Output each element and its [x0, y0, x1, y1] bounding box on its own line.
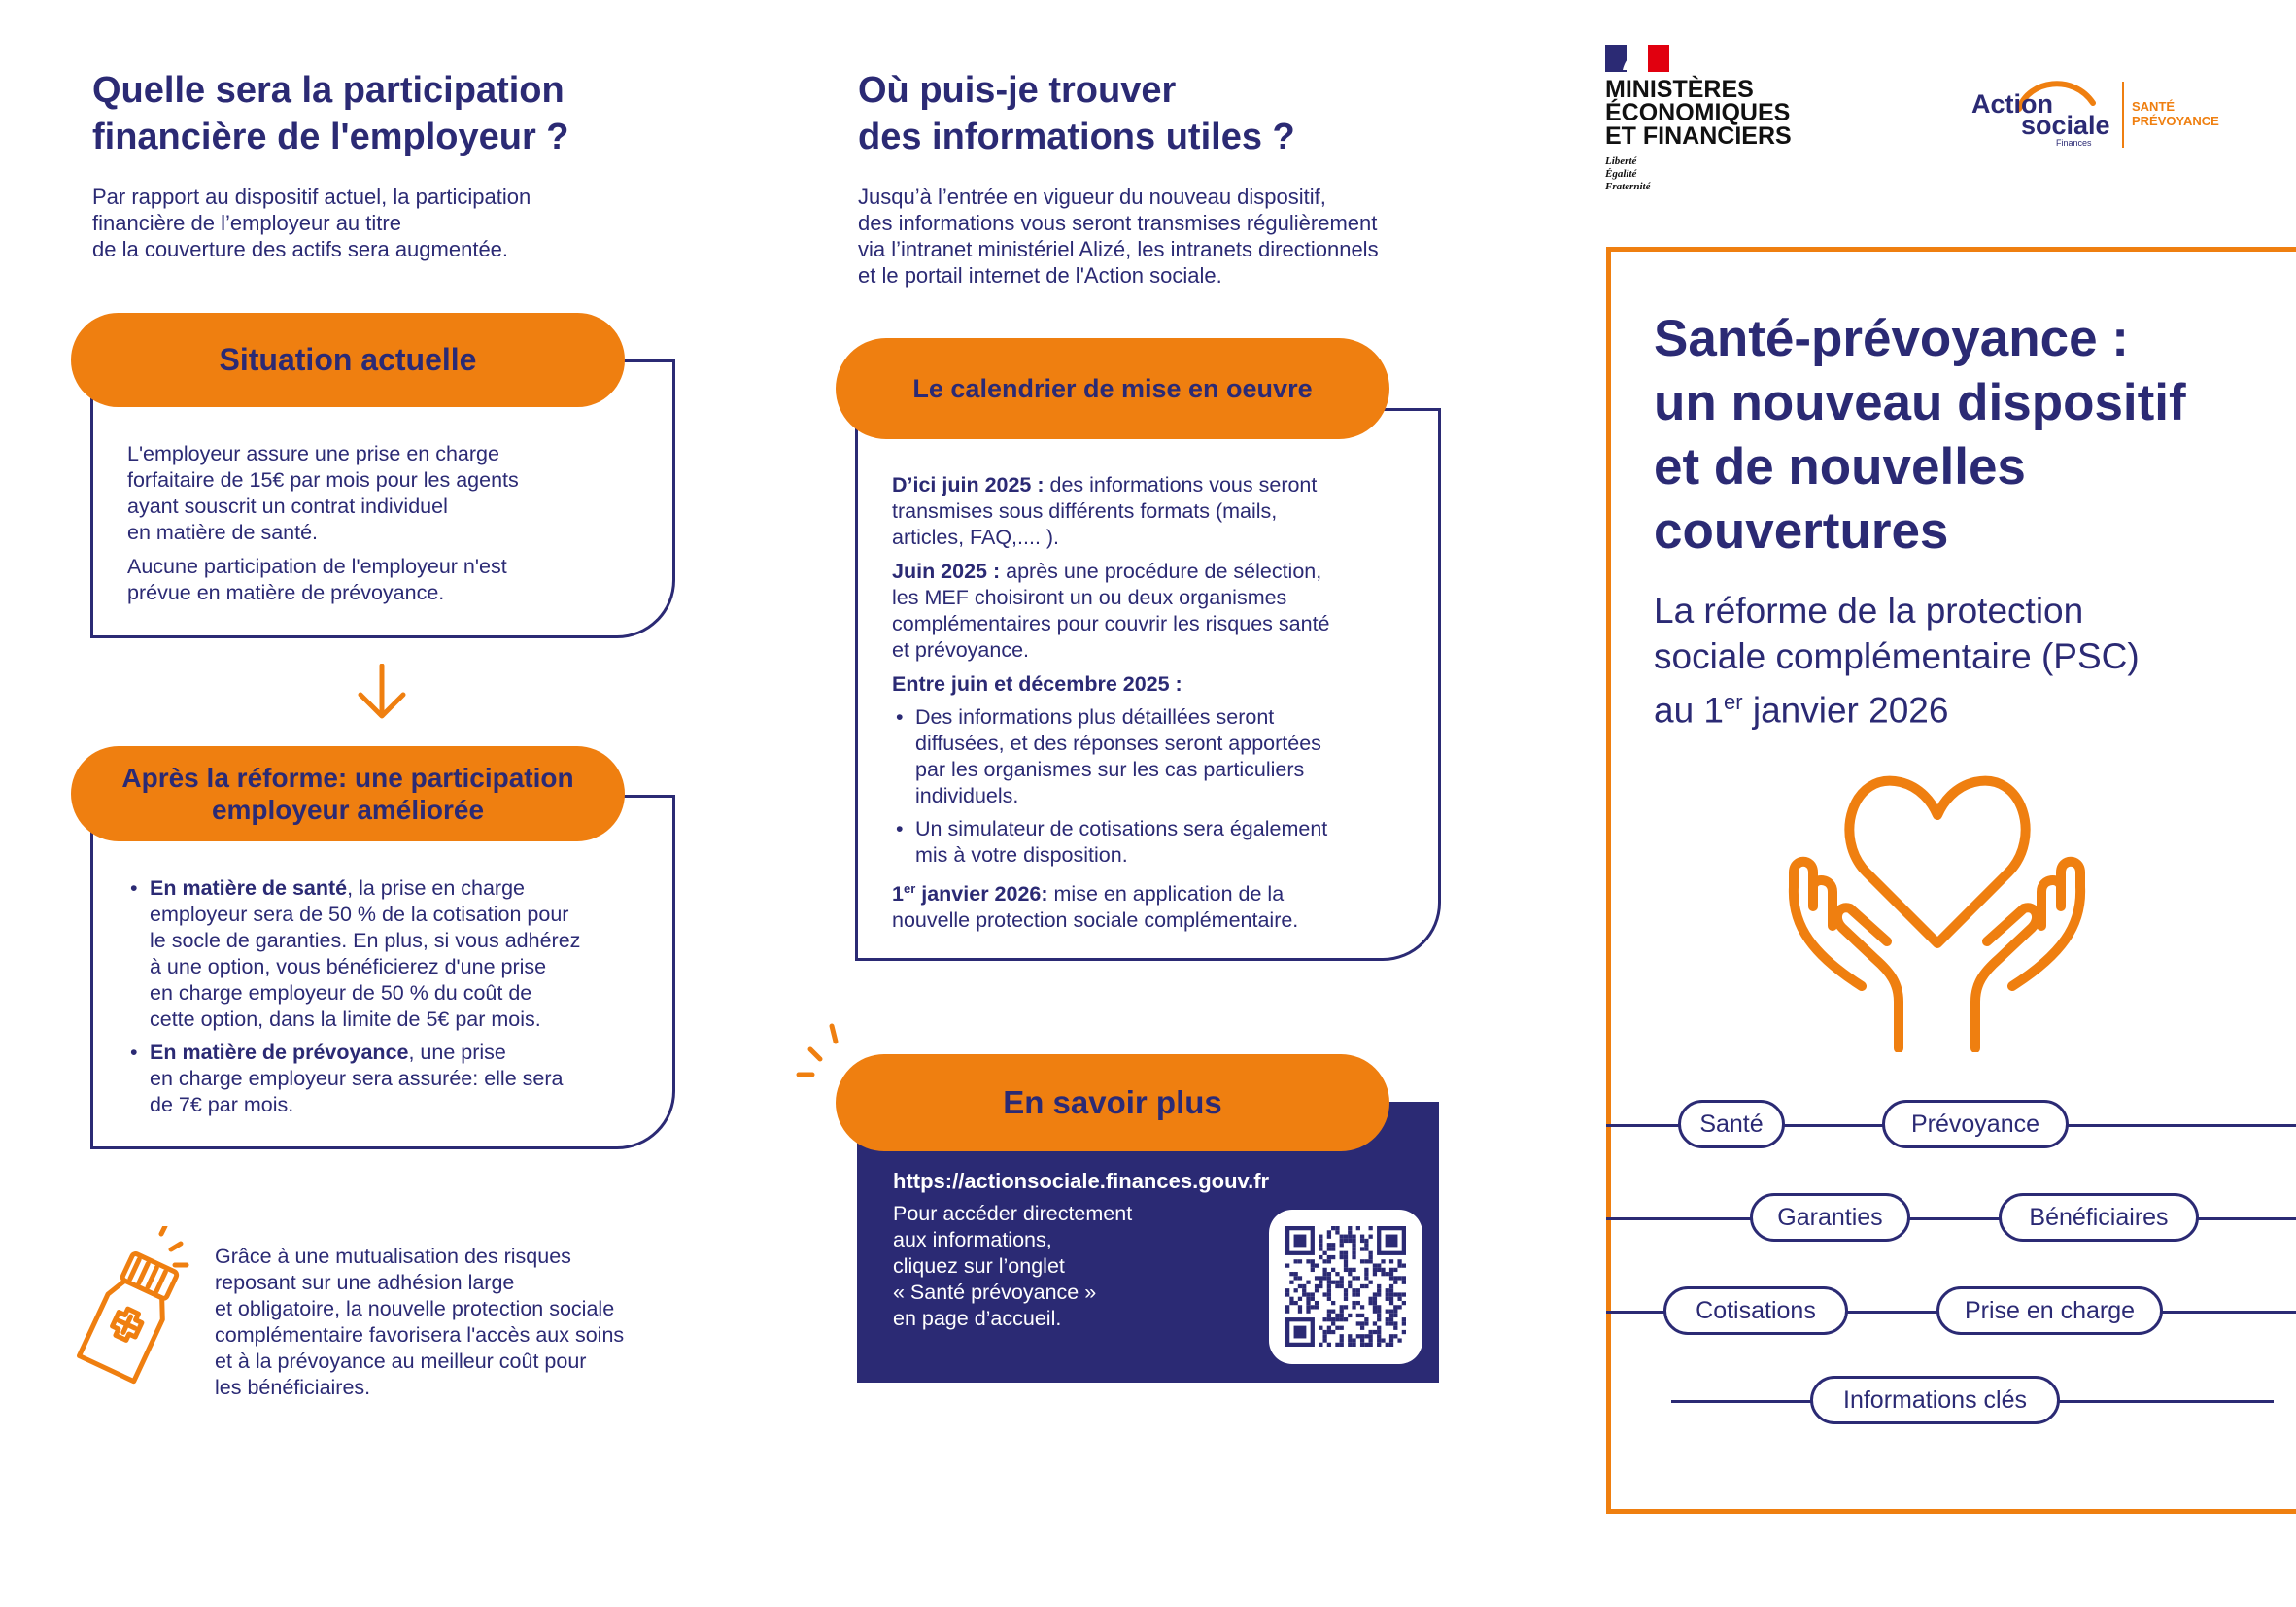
- intro-line: des informations vous seront transmises régulièrement: [858, 211, 1378, 235]
- action-sociale-link[interactable]: https://actionsociale.finances.gouv.fr: [893, 1169, 1270, 1193]
- text-line: mis à votre disposition.: [915, 843, 1128, 867]
- intro-line: financière de l’employeur au titre: [92, 211, 401, 235]
- marianne-logo: [1605, 45, 1669, 77]
- title-line: Santé-prévoyance :: [1654, 310, 2129, 367]
- bold-term: En matière de santé: [150, 876, 348, 900]
- tag-beneficiaires[interactable]: Bénéficiaires: [1999, 1193, 2199, 1242]
- heading-line: Où puis-je trouver: [858, 70, 1177, 111]
- employer-participation-heading: [92, 67, 695, 160]
- flag-icon: [1605, 45, 1669, 72]
- text-line: • Des informations plus détaillées seront: [915, 705, 1275, 729]
- tag-prise-en-charge[interactable]: Prise en charge: [1936, 1286, 2163, 1335]
- bold-term: D’ici juin 2025 :: [892, 473, 1045, 496]
- intro-line: de la couverture des actifs sera augmentée.: [92, 237, 509, 261]
- intro-line: via l’intranet ministériel Alizé, les intranets directionnels: [858, 237, 1379, 261]
- text-line: à une option, vous bénéficierez d'une prise: [150, 955, 547, 978]
- tag-informations-cles[interactable]: Informations clés: [1810, 1376, 2060, 1424]
- text-line: cliquez sur l’onglet: [893, 1254, 1065, 1278]
- bold-term: Entre juin et décembre 2025 :: [892, 672, 1182, 696]
- bold-term: 1: [892, 882, 904, 906]
- text-line: de 7€ par mois.: [150, 1093, 294, 1116]
- heading-line: Quelle sera la participation: [92, 70, 565, 111]
- list-item: [892, 704, 1422, 809]
- text-line: Pour accéder directement: [893, 1202, 1133, 1225]
- superscript: er: [1724, 690, 1743, 714]
- text-line: en page d’accueil.: [893, 1307, 1062, 1330]
- text-line: MINISTÈRES: [1605, 76, 1754, 103]
- pill-text: Situation actuelle: [219, 342, 477, 377]
- bold-term: janvier 2026:: [915, 882, 1048, 906]
- text-line: individuels.: [915, 784, 1019, 807]
- title-line: un nouveau dispositif: [1654, 374, 2186, 431]
- logo-tag: SANTÉ: [2132, 99, 2176, 114]
- pill-text: En savoir plus: [1003, 1084, 1222, 1120]
- text-line: en charge employeur sera assurée: elle sera: [150, 1067, 564, 1090]
- info-heading: [858, 67, 1460, 160]
- text-line: ayant souscrit un contrat individuel: [127, 495, 448, 518]
- subtitle-line: janvier 2026: [1742, 690, 1949, 731]
- intro-line: Par rapport au dispositif actuel, la participation: [92, 185, 531, 209]
- text-line: et prévoyance.: [892, 638, 1030, 662]
- sparkle-icon: [795, 1020, 853, 1078]
- after-reform-label: [71, 746, 625, 841]
- tag-sante[interactable]: Santé: [1678, 1100, 1785, 1148]
- after-reform-text: [126, 875, 656, 1125]
- subtitle-line: sociale complémentaire (PSC): [1654, 636, 2140, 676]
- intro-line: et le portail internet de l'Action sociale.: [858, 263, 1222, 288]
- more-info-text: [893, 1201, 1214, 1332]
- bold-term: En matière de prévoyance: [150, 1041, 409, 1064]
- info-intro: [858, 184, 1460, 289]
- bold-term: Juin 2025 :: [892, 560, 1001, 583]
- text-line: Aucune participation de l'employeur n'est: [127, 555, 507, 578]
- medicine-bottle-icon: [56, 1226, 202, 1391]
- text-line: transmises sous différents formats (mails,: [892, 499, 1278, 523]
- qr-code[interactable]: [1269, 1210, 1422, 1364]
- text-line: employeur sera de 50 % de la cotisation pour: [150, 903, 569, 926]
- text-line: , la prise en charge: [347, 876, 525, 900]
- text-line: cette option, dans la limite de 5€ par mois.: [150, 1008, 541, 1031]
- current-situation-label: [71, 313, 625, 407]
- current-situation-text: [127, 441, 652, 606]
- text-line: diffusées, et des réponses seront apportées: [915, 732, 1321, 755]
- ministry-name: [1605, 78, 1792, 148]
- text-line: ET FINANCIERS: [1605, 122, 1792, 150]
- qr-code-image: [1285, 1226, 1406, 1347]
- subtitle-line: au 1: [1654, 690, 1725, 731]
- arrow-down-icon: [356, 664, 408, 720]
- text-line: forfaitaire de 15€ par mois pour les agents: [127, 468, 519, 492]
- calendar-text: [892, 472, 1422, 934]
- text-line: articles, FAQ,.... ).: [892, 526, 1060, 549]
- text-line: complémentaires pour couvrir les risques santé: [892, 612, 1330, 635]
- text-line: et à la prévoyance au meilleur coût pour: [215, 1350, 587, 1373]
- more-info-label: [836, 1054, 1389, 1151]
- logo-tag: PRÉVOYANCE: [2132, 114, 2219, 128]
- text-line: mise en application de la: [1047, 882, 1285, 906]
- text-line: prévue en matière de prévoyance.: [127, 581, 445, 604]
- text-line: ÉCONOMIQUES: [1605, 99, 1791, 126]
- heading-line: des informations utiles ?: [858, 117, 1295, 157]
- subtitle-line: La réforme de la protection: [1654, 591, 2084, 631]
- text-line: nouvelle protection sociale complémentaire.: [892, 908, 1299, 933]
- text-line: le socle de garanties. En plus, si vous adhérez: [150, 929, 581, 952]
- text-line: Fraternité: [1605, 181, 1651, 192]
- card-right-edge: [672, 359, 675, 554]
- text-line: après une procédure de sélection,: [1000, 560, 1322, 583]
- logo-divider: [2122, 82, 2124, 148]
- mutualisation-note: [215, 1244, 701, 1401]
- title-line: couvertures: [1654, 502, 1949, 560]
- republic-motto: [1605, 155, 1650, 193]
- cover-subtitle: [1654, 588, 2276, 733]
- text-line: complémentaire favorisera l'accès aux soins: [215, 1323, 625, 1347]
- list-item: [892, 816, 1422, 869]
- cover-title: [1654, 307, 2276, 564]
- superscript: er: [903, 881, 916, 896]
- logo-text: Finances: [2056, 138, 2092, 148]
- title-line: et de nouvelles: [1654, 438, 2026, 496]
- text-line: Grâce à une mutualisation des risques: [215, 1245, 571, 1268]
- text-line: des informations vous seront: [1044, 473, 1318, 496]
- employer-intro: [92, 184, 636, 262]
- list-item: [126, 1040, 656, 1118]
- text-line: • Un simulateur de cotisations sera également: [915, 817, 1328, 840]
- heart-hands-icon: [1774, 761, 2100, 1052]
- pill-text: Le calendrier de mise en oeuvre: [912, 373, 1313, 403]
- text-line: Liberté: [1605, 155, 1637, 167]
- text-line: en matière de santé.: [127, 521, 319, 544]
- text-line: Égalité: [1605, 168, 1637, 180]
- text-line: « Santé prévoyance »: [893, 1281, 1097, 1304]
- text-line: , une prise: [408, 1041, 506, 1064]
- list-item: [126, 875, 656, 1033]
- logo-text: Action: [1971, 89, 2053, 119]
- pill-text: Après la réforme: une participation: [121, 763, 574, 793]
- calendar-label: [836, 338, 1389, 439]
- logo-text: sociale: [2021, 111, 2110, 140]
- tag-cotisations[interactable]: Cotisations: [1663, 1286, 1848, 1335]
- text-line: les MEF choisiront un ou deux organismes: [892, 586, 1287, 609]
- text-line: les bénéficiaires.: [215, 1376, 371, 1399]
- tag-prevoyance[interactable]: Prévoyance: [1882, 1100, 2069, 1148]
- action-sociale-logo: [1969, 76, 2221, 154]
- text-line: aux informations,: [893, 1228, 1052, 1251]
- text-line: en charge employeur de 50 % du coût de: [150, 981, 532, 1005]
- pill-text: employeur améliorée: [211, 795, 485, 825]
- text-line: reposant sur une adhésion large: [215, 1271, 515, 1294]
- intro-line: Jusqu’à l’entrée en vigueur du nouveau dispositif,: [858, 185, 1326, 209]
- heading-line: financière de l'employeur ?: [92, 117, 569, 157]
- text-line: et obligatoire, la nouvelle protection sociale: [215, 1297, 615, 1320]
- tag-garanties[interactable]: Garanties: [1750, 1193, 1910, 1242]
- text-line: par les organismes sur les cas particuliers: [915, 758, 1305, 781]
- text-line: L'employeur assure une prise en charge: [127, 442, 499, 465]
